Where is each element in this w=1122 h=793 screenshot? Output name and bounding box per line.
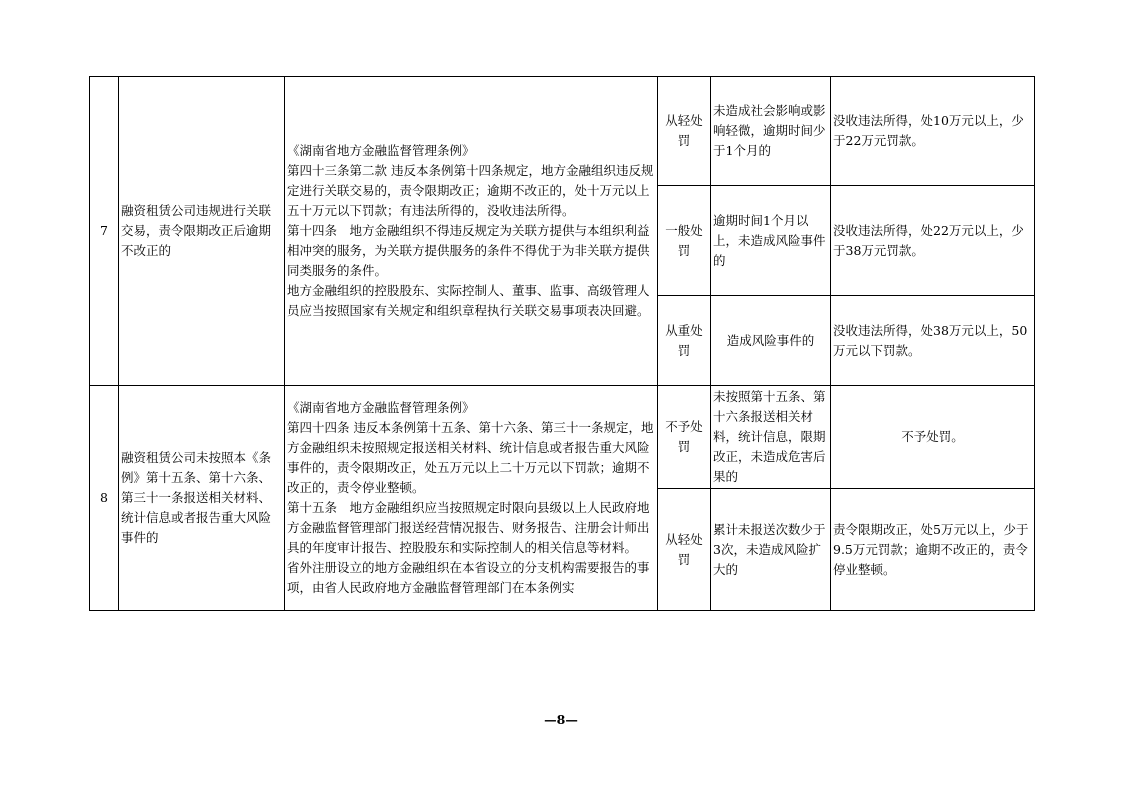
violation-cell: 融资租赁公司未按照本《条例》第十五条、第十六条、第三十一条报送相关材料、统计信息或者报告重大风险事件的 [119,386,285,611]
table-row [90,386,1035,489]
penalty-cell: 不予处罚。 [831,386,1035,489]
penalty-cell: 没收违法所得，处22万元以上，少于38万元罚款。 [831,186,1035,296]
condition-cell: 未造成社会影响或影响轻微，逾期时间少于1个月的 [711,77,831,186]
penalty-cell: 没收违法所得，处38万元以上，50万元以下罚款。 [831,296,1035,386]
condition-cell: 未按照第十五条、第十六条报送相关材料，统计信息，限期改正，未造成危害后果的 [711,386,831,489]
penalty-level-cell: 从轻处罚 [658,77,711,186]
page-number: —8— [544,712,578,727]
penalty-cell: 没收违法所得，处10万元以上，少于22万元罚款。 [831,77,1035,186]
row-number: 7 [90,77,119,386]
penalty-level-cell: 从轻处罚 [658,489,711,611]
penalty-cell: 责令限期改正，处5万元以上，少于9.5万元罚款；逾期不改正的，责令停业整顿。 [831,489,1035,611]
condition-cell: 累计未报送次数少于3次，未造成风险扩大的 [711,489,831,611]
condition-cell: 逾期时间1个月以上，未造成风险事件的 [711,186,831,296]
violation-cell: 融资租赁公司违规进行关联交易，责令限期改正后逾期不改正的 [119,77,285,386]
legal-basis-cell: 《湖南省地方金融监督管理条例》 第四十四条 违反本条例第十五条、第十六条、第三十一条规定，地方金融组织未按照规定报送相关材料、统计信息或者报告重大风险事件的，责令限期改正，处五万元以上二十万元以下罚款；逾期不改正的，责令停业整顿。 第十五条 地方金融组织应当按照规定时限向县级以上人民政府地方金融监督管理部门报送经营情况报告、财务报告、注册会计师出具的年度审计报告、控股股东和实际控制人的相关信息等材料。 省外注册设立的地方金融组织在本省设立的分支机构需要报告的事项，由省人民政府地方金融监督管理部门在本条例实 [285,386,658,611]
penalty-level-cell: 一般处罚 [658,186,711,296]
penalty-level-cell: 从重处罚 [658,296,711,386]
penalty-standard-table [89,76,1035,611]
legal-basis-cell: 《湖南省地方金融监督管理条例》 第四十三条第二款 违反本条例第十四条规定，地方金融组织违反规定进行关联交易的，责令限期改正；逾期不改正的，处十万元以上五十万元以下罚款；有违法所得的，没收违法所得。 第十四条 地方金融组织不得违反规定为关联方提供与本组织利益相冲突的服务，为关联方提供服务的条件不得优于为非关联方提供同类服务的条件。 地方金融组织的控股股东、实际控制人、董事、监事、高级管理人员应当按照国家有关规定和组织章程执行关联交易事项表决回避。 [285,77,658,386]
penalty-level-cell: 不予处罚 [658,386,711,489]
table-row [90,77,1035,186]
condition-cell: 造成风险事件的 [711,296,831,386]
row-number: 8 [90,386,119,611]
